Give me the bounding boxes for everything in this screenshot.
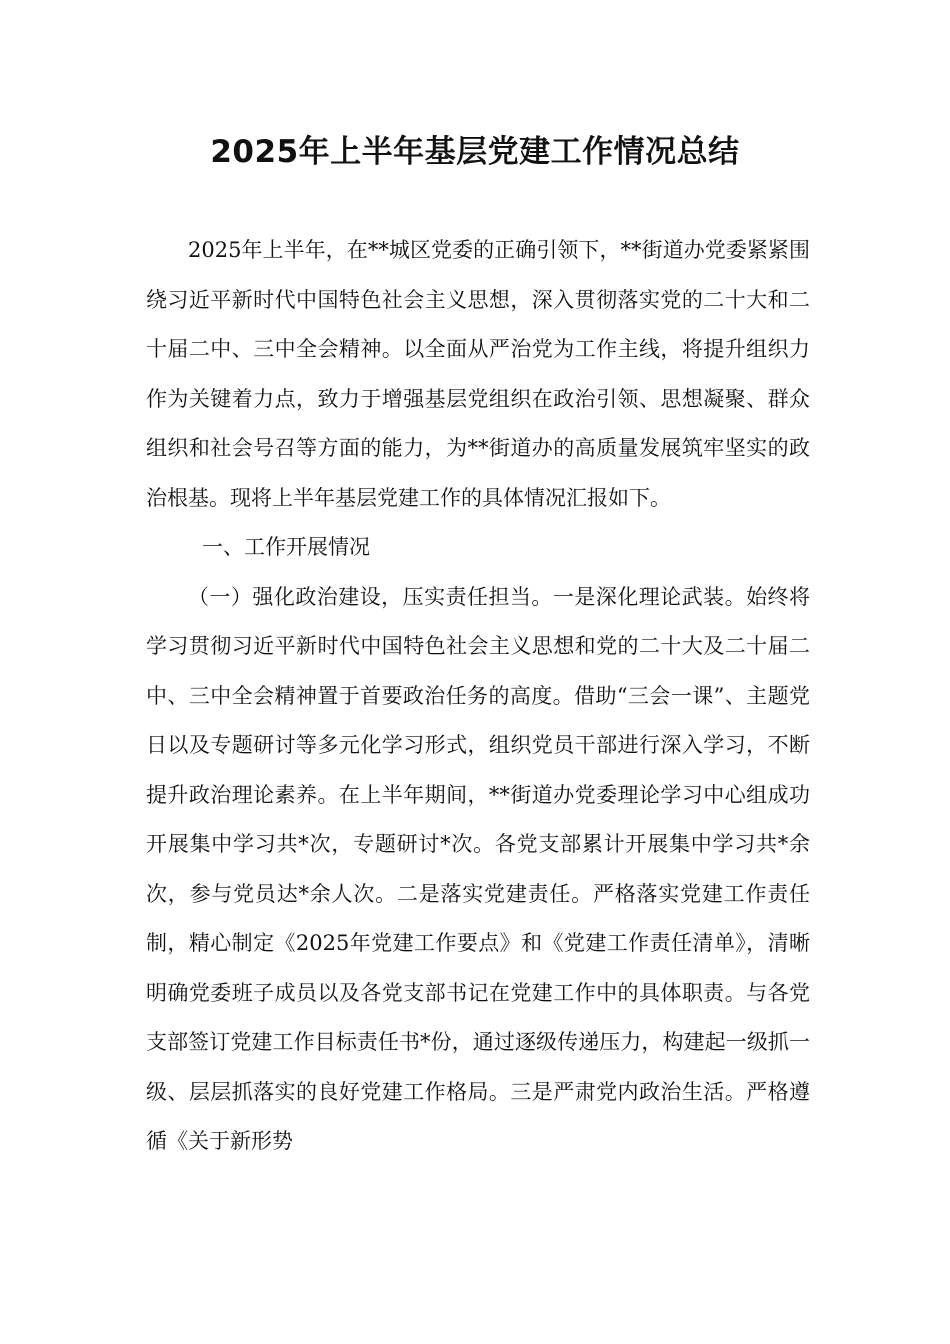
section-paragraph: （一）强化政治建设，压实责任担当。一是深化理论武装。始终将学习贯彻习近平新时代中国特色社会主义思想和党的二十大及二十届二中、三中全会精神置于首要政治任务的高度。借助“三会一课”、主题党日以及专题研讨等多元化学习形式，组织党员干部进行深入学习，不断提升政治理论素养。在上半年期间，**街道办党委理论学习中心组成功开展集中学习共*次，专题研讨*次。各党支部累计开展集中学习共*余次，参与党员达*余人次。二是落实党建责任。严格落实党建工作责任制，精心制定《2025年党建工作要点》和《党建工作责任清单》，清晰明确党委班子成员以及各党支部书记在党建工作中的具体职责。与各党支部签订党建工作目标责任书*份，通过逐级传递压力，构建起一级抓一级、层层抓落实的良好党建工作格局。三是严肃党内政治生活。严格遵循《关于新形势 [146,584,810,1153]
document-title: 2025年上半年基层党建工作情况总结 [210,134,740,170]
document-body [146,226,810,1167]
section-heading: 一、工作开展情况 [202,535,370,559]
intro-paragraph: 2025年上半年，在**城区党委的正确引领下，**街道办党委紧紧围绕习近平新时代中国特色社会主义思想，深入贯彻落实党的二十大和二十届二中、三中全会精神。以全面从严治党为工作主线，将提升组织力作为关键着力点，致力于增强基层党组织在政治引领、思想凝聚、群众组织和社会号召等方面的能力，为**街道办的高质量发展筑牢坚实的政治根基。现将上半年基层党建工作的具体情况汇报如下。 [146,238,810,510]
